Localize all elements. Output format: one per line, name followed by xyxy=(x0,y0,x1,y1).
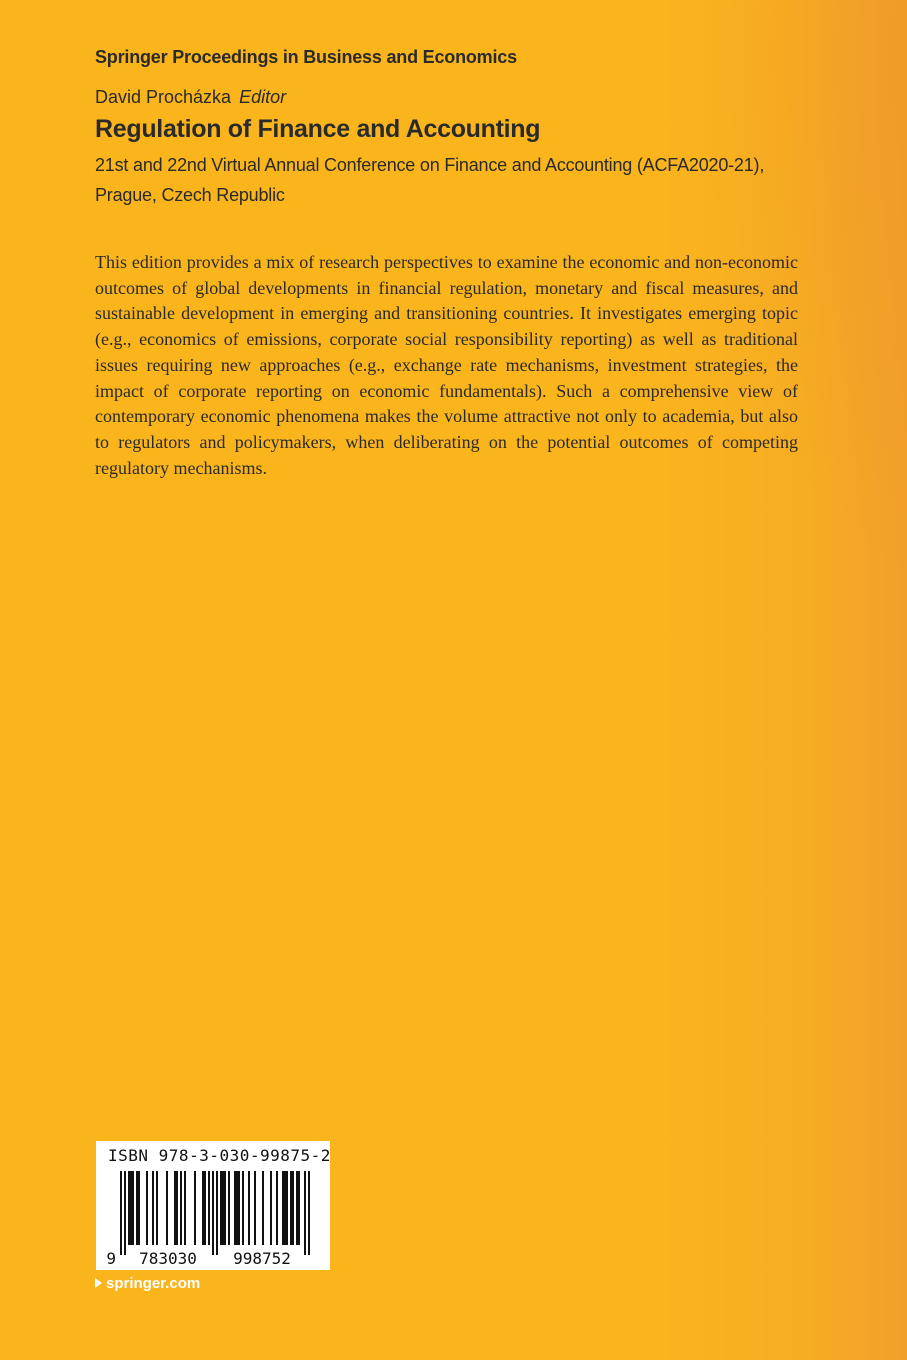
springer-website-link[interactable] xyxy=(95,1275,200,1292)
barcode-bar xyxy=(194,1171,196,1245)
website-text: springer.com xyxy=(106,1275,201,1292)
barcode-bar xyxy=(220,1171,226,1245)
book-subtitle: 21st and 22nd Virtual Annual Conference on Finance and Accounting (ACFA2020-21), Prague, Czech Republic xyxy=(95,155,765,205)
editor-line xyxy=(95,87,286,108)
barcode-bar xyxy=(152,1171,154,1245)
barcode-bar xyxy=(276,1171,278,1245)
barcode-bar xyxy=(202,1171,206,1245)
editor-role: Editor xyxy=(239,87,287,107)
isbn-barcode xyxy=(96,1141,330,1270)
barcode-bar xyxy=(156,1171,158,1245)
barcode-graphic xyxy=(96,1141,330,1270)
barcode-bar xyxy=(254,1171,256,1245)
barcode-guard-bar xyxy=(304,1171,306,1255)
barcode-bar xyxy=(166,1171,168,1245)
isbn-label: ISBN 978-3-030-99875-2 xyxy=(108,1146,331,1165)
barcode-bar xyxy=(228,1171,230,1245)
barcode-digits: 783030 xyxy=(139,1249,197,1268)
barcode-bar xyxy=(208,1171,210,1245)
barcode-bar xyxy=(270,1171,272,1245)
barcode-bar xyxy=(184,1171,186,1245)
barcode-bar xyxy=(248,1171,250,1245)
barcode-guard-bar xyxy=(120,1171,122,1255)
barcode-guard-bar xyxy=(308,1171,310,1255)
editor-name: David Procházka xyxy=(95,87,232,107)
barcode-bar xyxy=(234,1171,240,1245)
barcode-digits: 9 xyxy=(106,1249,116,1268)
barcode-bar xyxy=(242,1171,244,1245)
barcode-bar xyxy=(174,1171,178,1245)
barcode-digits: 998752 xyxy=(233,1249,291,1268)
barcode-bar xyxy=(282,1171,288,1245)
barcode-guard-bar xyxy=(216,1171,218,1255)
barcode-bar xyxy=(180,1171,182,1245)
barcode-bar xyxy=(290,1171,294,1245)
barcode-bar xyxy=(262,1171,264,1245)
book-title: Regulation of Finance and Accounting xyxy=(95,115,541,143)
barcode-bar xyxy=(136,1171,140,1245)
barcode-bar xyxy=(296,1171,300,1245)
barcode-bar xyxy=(128,1171,134,1245)
arrow-right-icon xyxy=(95,1278,102,1288)
barcode-bar xyxy=(146,1171,148,1245)
barcode-guard-bar xyxy=(212,1171,214,1255)
barcode-guard-bar xyxy=(124,1171,126,1255)
series-name: Springer Proceedings in Business and Economics xyxy=(95,47,517,67)
book-description: This edition provides a mix of research perspectives to examine the economic and non-economic outcomes of global developments in financial regulation, monetary and fiscal measures, and sustainable development in emerging and transitioning countries. It investigates emerging topic (e.g., economics of emissions, corporate social responsibility reporting) as well as traditional issues requiring new approaches (e.g., exchange rate mechanisms, investment strategies, the impact of corporate reporting on economic fundamentals). Such a comprehensive view of contemporary economic phenomena makes the volume attractive not only to academia, but also to regulators and policymakers, when deliberating on the potential outcomes of competing regulatory mechanisms. xyxy=(95,252,798,478)
